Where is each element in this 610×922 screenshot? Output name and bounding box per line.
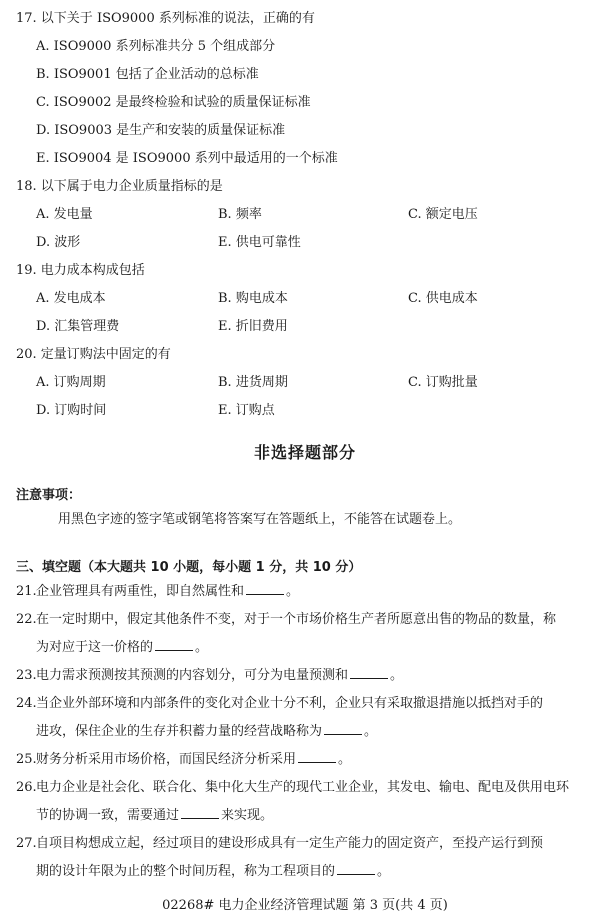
q22-line2: 为对应于这一价格的 (36, 640, 154, 655)
question-22 (16, 606, 600, 662)
q19-option-d: D. 汇集管理费 (36, 319, 120, 334)
q23-end: 。 (390, 668, 404, 683)
q26-blank (181, 806, 219, 819)
q26-line1: 电力企业是社会化、联合化、集中化大生产的现代工业企业，其发电、输电、配电及供用电环 (36, 780, 570, 795)
q24-number: 24. (16, 696, 37, 711)
q20-option-b: B. 进货周期 (218, 375, 288, 390)
question-26 (16, 774, 600, 830)
section-title: 非选择题部分 (253, 443, 356, 462)
q20-option-d: D. 订购时间 (36, 403, 107, 418)
q24-end: 。 (364, 724, 378, 739)
q22-number: 22. (16, 612, 37, 627)
q26-number: 26. (16, 780, 37, 795)
q26-end: 来实现。 (221, 808, 274, 823)
q18-option-d: D. 波形 (36, 235, 81, 250)
q25-blank (298, 750, 336, 763)
q27-end: 。 (377, 864, 391, 879)
question-25 (16, 746, 600, 774)
q19-option-c: C. 供电成本 (408, 291, 478, 306)
q23-blank (350, 666, 388, 679)
q25-text: 财务分析采用市场价格，而国民经济分析采用 (36, 752, 297, 767)
q20-option-e: E. 订购点 (218, 403, 275, 418)
q18-option-c: C. 额定电压 (408, 207, 478, 222)
page-footer: 02268# 电力企业经济管理试题 第 3 页(共 4 页) (162, 898, 448, 913)
q21-end: 。 (286, 584, 300, 599)
q19-option-a: A. 发电成本 (36, 291, 106, 306)
q25-number: 25. (16, 752, 37, 767)
q21-text: 企业管理具有两重性，即自然属性和 (36, 584, 245, 599)
q24-line1: 当企业外部环境和内部条件的变化对企业十分不利，企业只有采取撤退措施以抵挡对手的 (36, 696, 544, 711)
q18-option-a: A. 发电量 (36, 207, 93, 222)
question-21 (16, 578, 600, 606)
q17-option-d: D. ISO9003 是生产和安装的质量保证标准 (36, 123, 286, 138)
q21-number: 21. (16, 584, 37, 599)
q21-blank (246, 582, 284, 595)
q22-end: 。 (195, 640, 209, 655)
q25-end: 。 (338, 752, 352, 767)
question-24 (16, 690, 600, 746)
q17-option-b: B. ISO9001 包括了企业活动的总标准 (36, 67, 259, 82)
q17-option-e: E. ISO9004 是 ISO9000 系列中最适用的一个标准 (36, 151, 338, 166)
q19-option-b: B. 购电成本 (218, 291, 288, 306)
q22-line1: 在一定时期中，假定其他条件不变，对于一个市场价格生产者所愿意出售的物品的数量，称 (36, 612, 557, 627)
notice-body: 用黑色字迹的签字笔或钢笔将答案写在答题纸上，不能答在试题卷上。 (58, 512, 462, 527)
q24-blank (324, 722, 362, 735)
q27-number: 27. (16, 836, 37, 851)
question-17-stem: 17. 以下关于 ISO9000 系列标准的说法，正确的有 (16, 11, 315, 26)
q23-text: 电力需求预测按其预测的内容划分，可分为电量预测和 (36, 668, 349, 683)
q27-line2: 期的设计年限为止的整个时间历程，称为工程项目的 (36, 864, 336, 879)
question-27 (16, 830, 600, 886)
q19-option-e: E. 折旧费用 (218, 319, 288, 334)
question-23 (16, 662, 600, 690)
q17-option-a: A. ISO9000 系列标准共分 5 个组成部分 (36, 39, 276, 54)
q26-line2: 节的协调一致，需要通过 (36, 808, 180, 823)
q18-option-b: B. 频率 (218, 207, 262, 222)
q17-option-c: C. ISO9002 是最终检验和试验的质量保证标准 (36, 95, 311, 110)
q20-option-c: C. 订购批量 (408, 375, 478, 390)
part3-heading: 三、填空题（本大题共 10 小题，每小题 1 分，共 10 分） (16, 560, 362, 575)
q27-line1: 自项目构想成立起，经过项目的建设形成具有一定生产能力的固定资产，至投产运行到预 (36, 836, 544, 851)
notice-title: 注意事项： (16, 488, 82, 503)
q24-line2: 进攻，保住企业的生存并积蓄力量的经营战略称为 (36, 724, 323, 739)
question-18-stem: 18. 以下属于电力企业质量指标的是 (16, 179, 223, 194)
q27-blank (337, 862, 375, 875)
q18-option-e: E. 供电可靠性 (218, 235, 301, 250)
q20-option-a: A. 订购周期 (36, 375, 106, 390)
question-19-stem: 19. 电力成本构成包括 (16, 263, 145, 278)
q23-number: 23. (16, 668, 37, 683)
question-20-stem: 20. 定量订购法中固定的有 (16, 347, 171, 362)
q22-blank (155, 638, 193, 651)
